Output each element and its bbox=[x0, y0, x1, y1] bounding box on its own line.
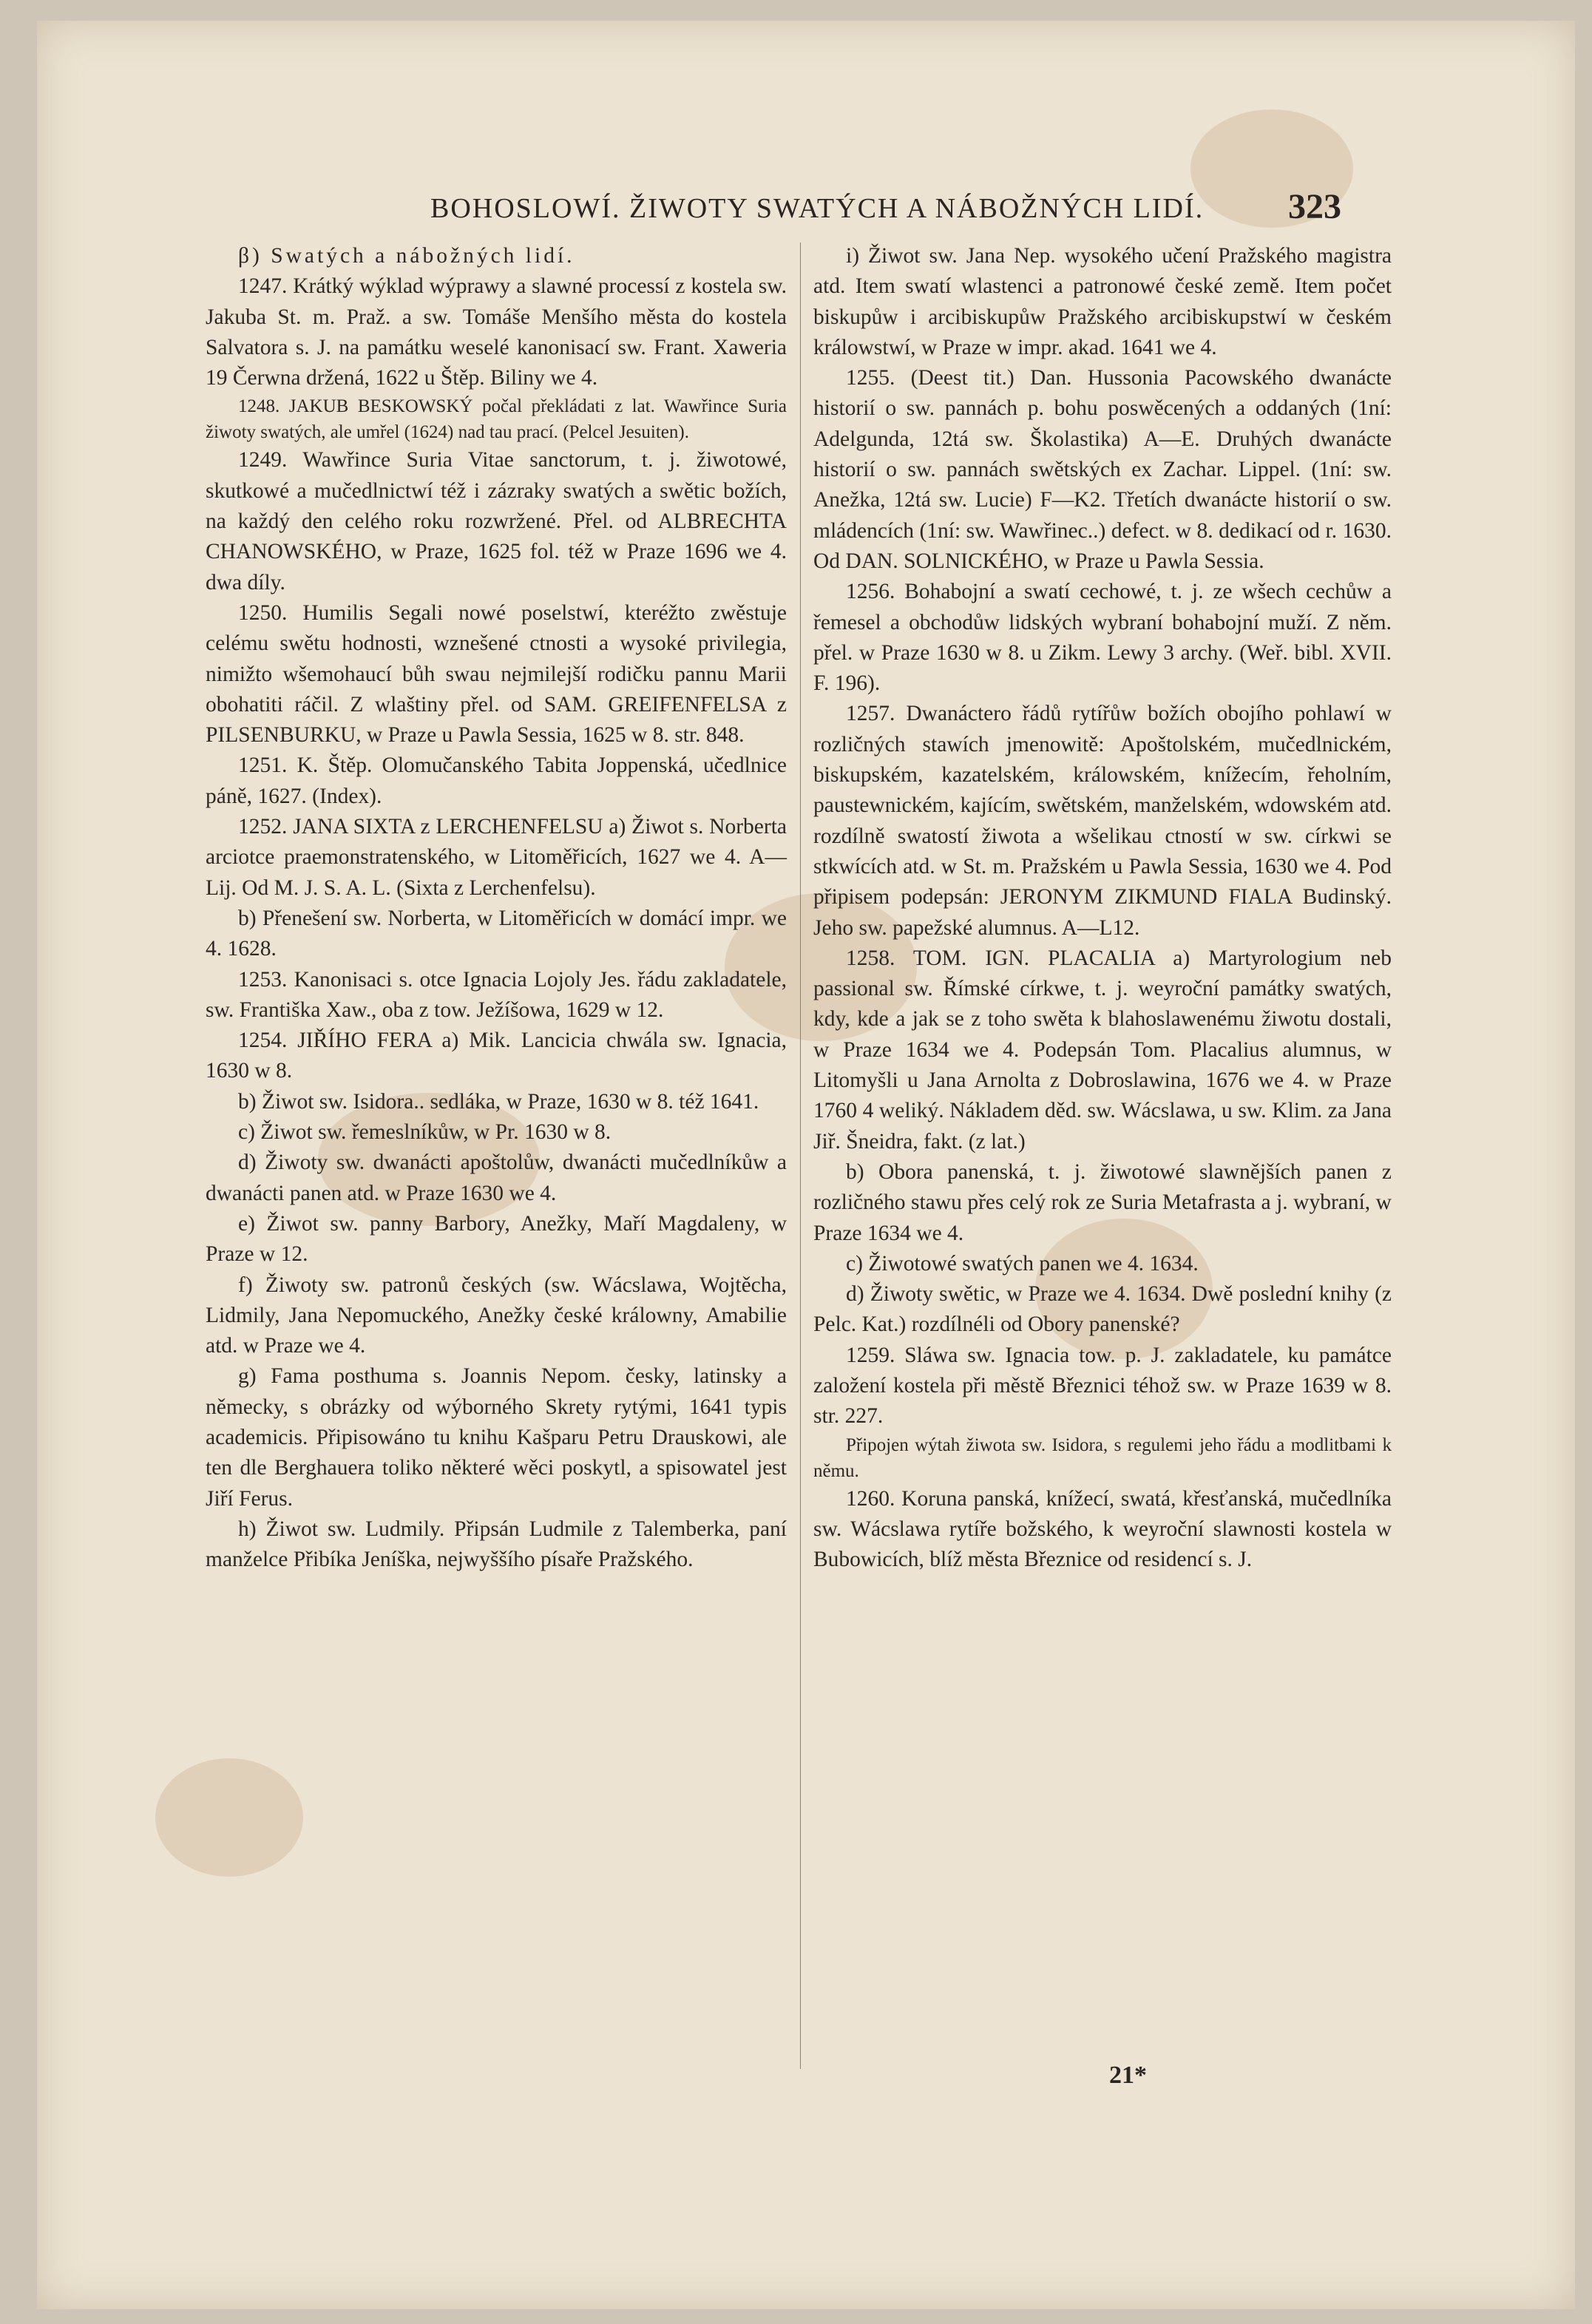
entry-1258-d: d) Žiwoty swětic, w Praze we 4. 1634. Dwě poslední knihy (z Pelc. Kat.) rozdílnéli od Obory panenské? bbox=[813, 1282, 1392, 1337]
entry-1254-g: g) Fama posthuma s. Joannis Nepom. česky, latinsky a německy, s obrázky od wýborného Skrety rytými, 1641 typis academicis. Připisowáno tu knihu Kašparu Petru Drauskowi, ale ten dle Berghauera toliko některé wěci poskytl, a spisowatel jest Jiří Ferus. bbox=[206, 1364, 787, 1511]
right-column bbox=[813, 241, 1392, 1575]
entry-1260: 1260. Koruna panská, knížecí, swatá, křesťanská, mučedlníka sw. Wácslawa rytíře božského, k weyroční slawnosti kostela w Bubowicích, blíž města Březnice od residencí s. J. bbox=[813, 1486, 1392, 1572]
entry-1254-i: i) Žiwot sw. Jana Nep. wysokého učení Pražského magistra atd. Item swatí wlastenci a patronowé české země. Item počet biskupůw i arcibiskupůw Pražského arcibiskupstwí w českém králowstwí, w Praze w impr. akad. 1641 we 4. bbox=[813, 244, 1392, 359]
entry-1257: 1257. Dwanáctero řádů rytířůw božích obojího pohlawí w rozličných stawích jmenowitě: Apoštolském, mučedlnickém, biskupském, kazatelském, králowském, knížecím, řeholním, paustewnickém, kajícím, swětském, manželském, wdowském atd. rozdílně swatostí žiwota a wšelikau ctností w sw. církwi se stkwících atd. w St. m. Pražském u Pawla Sessia, 1630 we 4. Pod připisem podepsán: JERONYM ZIKMUND FIALA Budinský. Jeho sw. papežské alumnus. A—L12. bbox=[813, 702, 1392, 940]
stain bbox=[155, 1758, 303, 1877]
entry-1255: 1255. (Deest tit.) Dan. Hussonia Pacowského dwanácte historií o sw. pannách p. bohu poswěcených a oddaných (1ní: Adelgunda, 12tá sw. Školastika) A—E. Druhých dwanácte historií o sw. pannách swětských ex Zachar. Lippel. (1ní: sw. Anežka, 12tá sw. Lucie) F—K2. Třetích dwanácte historií o sw. mládencích (1ní: sw. Wawřinec..) defect. w 8. dedikací od r. 1630. Od DAN. SOLNICKÉHO, w Praze u Pawla Sessia. bbox=[813, 366, 1392, 573]
entry-1253: 1253. Kanonisaci s. otce Ignacia Lojoly Jes. řádu zakladatele, sw. Františka Xaw., oba z tow. Ježíšowa, 1629 w 12. bbox=[206, 967, 787, 1022]
left-column bbox=[206, 241, 787, 1575]
entry-1258-c: c) Žiwotowé swatých panen we 4. 1634. bbox=[846, 1251, 1199, 1276]
signature-mark: 21* bbox=[1109, 2062, 1147, 2089]
entry-1254-d: d) Žiwoty sw. dwanácti apoštolůw, dwanácti mučedlníkůw a dwanácti panen atd. w Praze 1630 we 4. bbox=[206, 1151, 787, 1205]
entry-1254-e: e) Žiwot sw. panny Barbory, Anežky, Maří Magdaleny, w Praze w 12. bbox=[206, 1211, 787, 1267]
entry-1258-b: b) Obora panenská, t. j. žiwotowé slawnějších panen z rozličného stawu přes celý rok ze Suria Metafrasta a j. wybraní, w Praze 1634 we 4. bbox=[813, 1159, 1392, 1245]
entry-1252-b: b) Přenešení sw. Norberta, w Litoměřicích w domácí impr. we 4. 1628. bbox=[206, 906, 787, 961]
entry-1254-h: h) Žiwot sw. Ludmily. Připsán Ludmile z Talemberka, paní manželce Přibíka Jeníška, nejwyššího písaře Pražského. bbox=[206, 1517, 787, 1572]
entry-1259: 1259. Sláwa sw. Ignacia tow. p. J. zakladatele, ku památce založení kostela při městě Březnici téhož sw. w Praze 1639 w 8. str. 227. bbox=[813, 1343, 1392, 1429]
entry-1256: 1256. Bohabojní a swatí cechowé, t. j. ze wšech cechůw a řemesel a obchodůw lidských wybraní bohabojní muží. Z něm. přel. w Praze 1630 w 8. u Zikm. Lewy 3 archy. (Weř. bibl. XVII. F. 196). bbox=[813, 580, 1392, 696]
entry-1248: 1248. JAKUB BESKOWSKÝ počal překládati z lat. Wawřince Suria žiwoty swatých, ale umřel (1624) nad tau prací. (Pelcel Jesuiten). bbox=[206, 396, 787, 443]
entry-1251: 1251. K. Štěp. Olomučanského Tabita Joppenská, učedlnice páně, 1627. (Index). bbox=[206, 753, 787, 808]
entry-1249: 1249. Wawřince Suria Vitae sanctorum, t. j. žiwotowé, skutkowé a mučedlnictwí též i zázraky swatých a swětic božích, na každý den celého roku rozwržené. Přel. od ALBRECHTA CHANOWSKÉHO, w Praze, 1625 fol. též w Praze 1696 we 4. dwa díly. bbox=[206, 448, 787, 594]
page-header bbox=[37, 187, 1575, 237]
entry-1258: 1258. TOM. IGN. PLACALIA a) Martyrologium neb passional sw. Římské církwe, t. j. weyroční památky swatých, kdy, kde a jak se z toho swěta k blahoslawenému žiwotu dostali, w Praze 1634 we 4. Podepsán Tom. Placalius alumnus, w Litomyšli u Jana Arnolta z Dobroslawina, 1676 we 4. w Praze 1760 4 weliký. Nákladem děd. sw. Wácslawa, u sw. Klim. za Jana Jiř. Šneidra, fakt. (z lat.) bbox=[813, 946, 1392, 1153]
entry-1247: 1247. Krátký wýklad wýprawy a slawné processí z kostela sw. Jakuba St. m. Praž. a sw. Tomáše Menšího města do kostela Salvatora s. J. na památku weselé kanonisací sw. Frant. Xaweria 19 Čerwna držená, 1622 u Štěp. Biliny we 4. bbox=[206, 274, 787, 390]
entry-1252: 1252. JANA SIXTA z LERCHENFELSU a) Žiwot s. Norberta arciotce praemonstratenského, w Litoměřicích, 1627 we 4. A—Lij. Od M. J. S. A. L. (Sixta z Lerchenfelsu). bbox=[206, 815, 787, 900]
page-number: 323 bbox=[1288, 187, 1341, 226]
entry-1254-f: f) Žiwoty sw. patronů českých (sw. Wácslawa, Wojtěcha, Lidmily, Jana Nepomuckého, Anežky české králowny, Amabilie atd. w Praze we 4. bbox=[206, 1273, 787, 1358]
entry-1259-note: Připojen wýtah žiwota sw. Isidora, s regulemi jeho řádu a modlitbami k němu. bbox=[813, 1434, 1392, 1481]
column-divider bbox=[800, 243, 801, 2069]
entry-1254-b: b) Žiwot sw. Isidora.. sedláka, w Praze, 1630 w 8. též 1641. bbox=[238, 1089, 759, 1114]
book-page bbox=[37, 21, 1575, 2309]
section-title: β) Swatých a nábožných lidí. bbox=[238, 244, 575, 268]
entry-1254: 1254. JIŘÍHO FERA a) Mik. Lancicia chwála sw. Ignacia, 1630 w 8. bbox=[206, 1029, 787, 1083]
running-head: BOHOSLOWÍ. ŽIWOTY SWATÝCH A NÁBOŽNÝCH LIDÍ. bbox=[430, 193, 1205, 224]
entry-1250: 1250. Humilis Segali nowé poselstwí, kteréžto zwěstuje celému swětu hodnosti, wznešené ctnosti a wysoké privilegia, nimižto wšemohaucí bůh swau nejmilejší rodičku pannu Marii obohatiti ráčil. Z wlaštiny přel. od SAM. GREIFENFELSA z PILSENBURKU, w Praze u Pawla Sessia, 1625 w 8. str. 848. bbox=[206, 600, 787, 748]
entry-1254-c: c) Žiwot sw. řemeslníkůw, w Pr. 1630 w 8. bbox=[238, 1120, 612, 1145]
